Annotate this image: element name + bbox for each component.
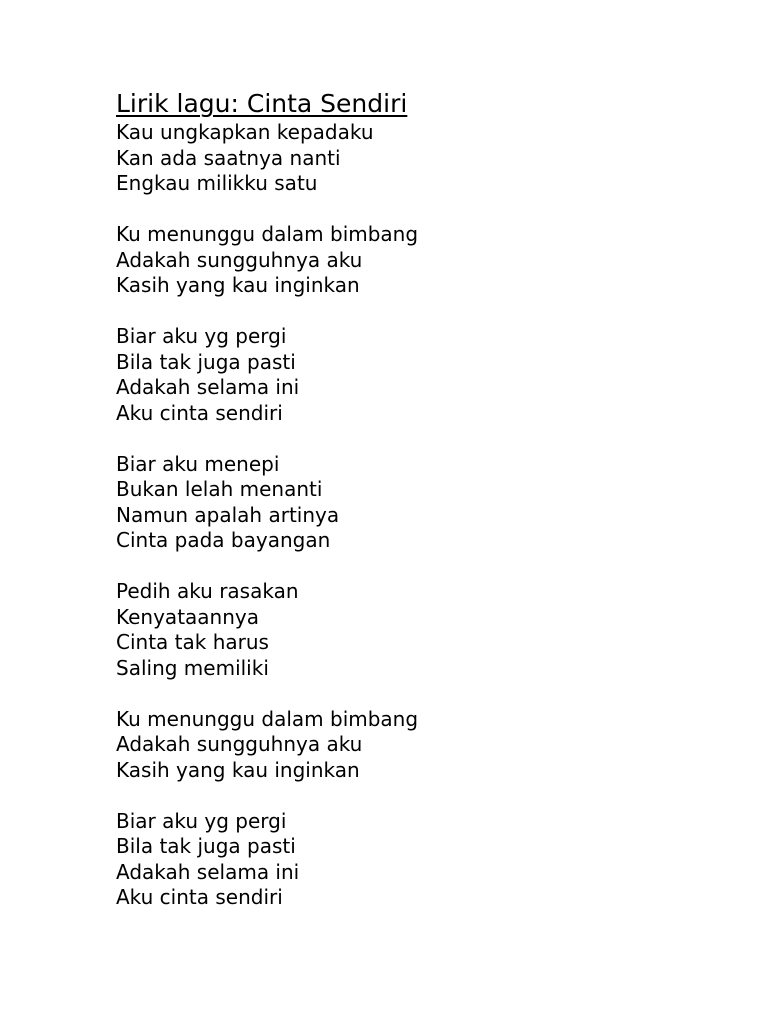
lyrics-page (116, 88, 736, 911)
lyric-line: Ku menunggu dalam bimbang (116, 706, 419, 731)
stanza-1 (116, 120, 736, 197)
lyric-line: Bukan lelah menanti (116, 477, 323, 501)
lyric-line: Aku cinta sendiri (116, 885, 283, 909)
stanza-5 (116, 579, 736, 681)
lyric-line: Adakah sungguhnya aku (116, 247, 363, 272)
lyric-line: Cinta tak harus (116, 630, 269, 654)
lyric-line: Kasih yang kau inginkan (116, 273, 360, 297)
lyric-line: Adakah selama ini (116, 859, 300, 884)
lyric-line: Kan ada saatnya nanti (116, 145, 341, 170)
lyric-line: Biar aku yg pergi (116, 808, 287, 833)
lyric-line: Ku menunggu dalam bimbang (116, 222, 419, 246)
lyric-line: Biar aku menepi (116, 451, 280, 476)
lyric-line: Cinta pada bayangan (116, 528, 331, 552)
lyric-line: Namun apalah artinya (116, 502, 340, 527)
stanza-3 (116, 324, 736, 426)
stanza-4 (116, 452, 736, 554)
lyric-line: Bila tak juga pasti (116, 349, 296, 374)
lyric-line: Engkau milikku satu (116, 171, 318, 195)
lyric-line: Biar aku yg pergi (116, 324, 287, 348)
lyric-line: Pedih aku rasakan (116, 579, 299, 603)
lyric-line: Aku cinta sendiri (116, 400, 283, 425)
lyric-line: Adakah sungguhnya aku (116, 732, 363, 756)
page-title: Lirik lagu: Cinta Sendiri (116, 89, 408, 118)
lyric-line: Kasih yang kau inginkan (116, 757, 360, 782)
lyric-line: Kenyataannya (116, 604, 259, 629)
lyric-line: Saling memiliki (116, 655, 269, 680)
lyric-line: Adakah selama ini (116, 375, 300, 399)
lyric-line: Kau ungkapkan kepadaku (116, 120, 374, 144)
lyric-line: Bila tak juga pasti (116, 834, 296, 858)
stanza-7 (116, 809, 736, 911)
stanza-2 (116, 222, 736, 299)
stanza-6 (116, 707, 736, 784)
